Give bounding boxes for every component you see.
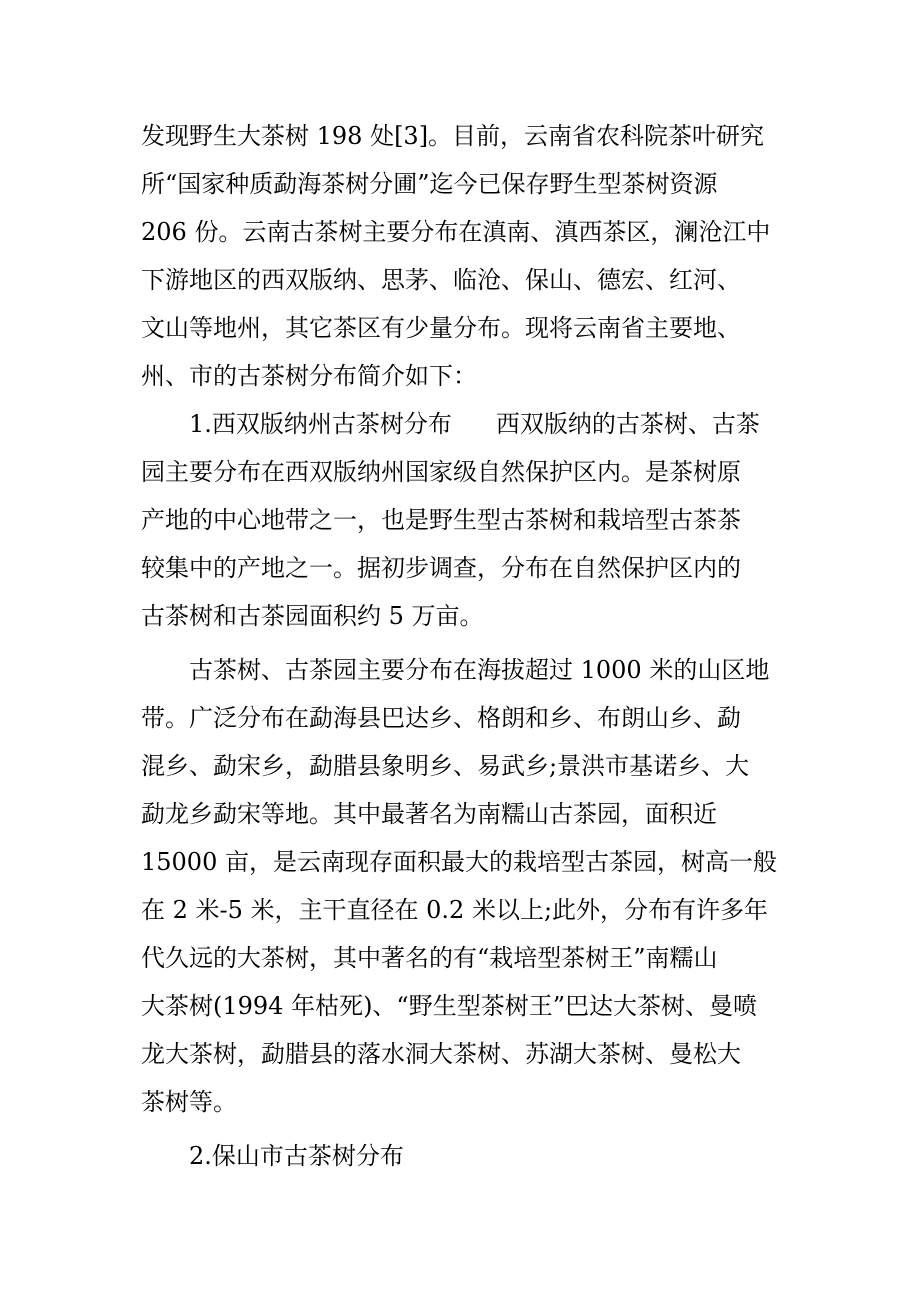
text-line: 西双版纳的古茶树、古茶	[495, 410, 760, 438]
paragraph-section-1	[141, 400, 781, 640]
text-line: 古茶树、古茶园主要分布在海拔超过 1000 米的山区地	[189, 656, 770, 684]
text-line: 勐龙乡勐宋等地。其中最著名为南糯山古茶园，面积近	[141, 800, 717, 828]
text-line: 文山等地州，其它茶区有少量分布。现将云南省主要地、	[141, 314, 741, 342]
text-line: 带。广泛分布在勐海县巴达乡、格朗和乡、布朗山乡、勐	[141, 704, 741, 732]
text-line: 在 2 米-5 米，主干直径在 0.2 米以上;此外，分布有许多年	[141, 896, 769, 924]
text-line: 园主要分布在西双版纳州国家级自然保护区内。是茶树原	[141, 458, 741, 486]
text-line: 206 份。云南古茶树主要分布在滇南、滇西茶区，澜沧江中	[141, 218, 771, 246]
paragraph-section-1-detail	[141, 646, 781, 1126]
text-line: 15000 亩，是云南现存面积最大的栽培型古茶园，树高一般	[141, 848, 777, 876]
text-line: 龙大茶树，勐腊县的落水洞大茶树、苏湖大茶树、曼松大	[141, 1040, 741, 1068]
section-heading: 1.西双版纳州古茶树分布	[189, 410, 452, 438]
text-line: 大茶树(1994 年枯死)、“野生型茶树王”巴达大茶树、曼喷	[141, 992, 757, 1020]
document-page	[141, 112, 781, 1180]
text-line: 产地的中心地带之一，也是野生型古茶树和栽培型古茶茶	[141, 506, 741, 534]
text-line: 古茶树和古茶园面积约 5 万亩。	[141, 602, 484, 630]
paragraph-intro	[141, 112, 781, 400]
text-line: 州、市的古茶树分布简介如下：	[141, 362, 477, 390]
text-line: 较集中的产地之一。据初步调查，分布在自然保护区内的	[141, 554, 741, 582]
text-line: 茶树等。	[141, 1088, 237, 1116]
section-heading: 2.保山市古茶树分布	[189, 1142, 404, 1170]
section-heading-line	[141, 400, 781, 448]
text-line: 代久远的大茶树，其中著名的有“栽培型茶树王”南糯山	[141, 944, 718, 972]
text-line: 所“国家种质勐海茶树分圃”迄今已保存野生型茶树资源	[141, 170, 718, 198]
text-line: 混乡、勐宋乡，勐腊县象明乡、易武乡;景洪市基诺乡、大	[141, 752, 750, 780]
paragraph-section-2	[141, 1132, 781, 1180]
text-line: 下游地区的西双版纳、思茅、临沧、保山、德宏、红河、	[141, 266, 741, 294]
text-line: 发现野生大茶树 198 处[3]。目前，云南省农科院茶叶研究	[141, 122, 765, 150]
